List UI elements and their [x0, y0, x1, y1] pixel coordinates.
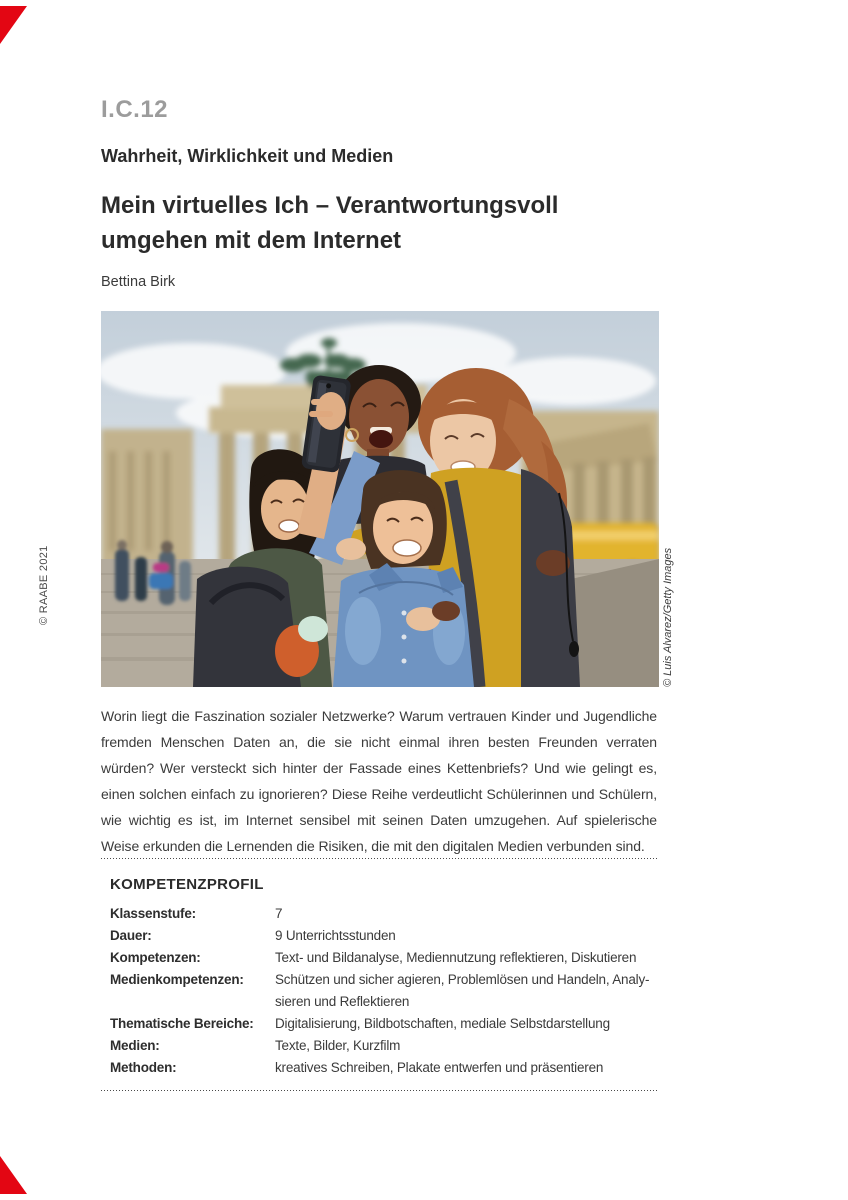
author-name: Bettina Birk — [101, 274, 176, 290]
raabe-copyright-label: © RAABE 2021 — [38, 545, 50, 625]
profile-value: 7 — [275, 906, 283, 921]
corner-marker-bottom-icon — [0, 1156, 27, 1194]
profile-value: Digitalisierung, Bildbotschaften, mediale Selbstdarstellung — [275, 1016, 610, 1031]
selfie-photo — [101, 311, 659, 687]
profile-row-thematische-bereiche — [110, 1013, 657, 1035]
profile-label: Medien: — [110, 1038, 160, 1053]
profile-row-klassenstufe — [110, 903, 657, 925]
competence-profile-table — [110, 903, 657, 1079]
profile-row-methoden — [110, 1057, 657, 1079]
page-title-line1: Mein virtuelles Ich – Verantwortungsvoll — [101, 192, 559, 219]
profile-label: Methoden: — [110, 1060, 177, 1075]
series-title: Wahrheit, Wirklichkeit und Medien — [101, 146, 394, 166]
page-title — [101, 188, 558, 258]
photo-credit: © Luis Alvarez/Getty Images — [662, 547, 674, 687]
profile-value: Texte, Bilder, Kurzfilm — [275, 1038, 401, 1053]
unit-code: I.C.12 — [101, 96, 169, 123]
profile-label: Klassenstufe: — [110, 906, 196, 921]
competence-profile-heading: KOMPETENZPROFIL — [110, 876, 264, 893]
profile-row-medienkompetenzen — [110, 969, 657, 1013]
profile-value: Text- und Bildanalyse, Mediennutzung reflektieren, Diskutieren — [275, 950, 637, 965]
profile-value: kreatives Schreiben, Plakate entwerfen und präsentieren — [275, 1060, 604, 1075]
profile-row-medien — [110, 1035, 657, 1057]
profile-label: Dauer: — [110, 928, 152, 943]
profile-label: Thematische Bereiche: — [110, 1016, 254, 1031]
corner-marker-top-icon — [0, 6, 27, 44]
profile-value: 9 Unterrichtsstunden — [275, 928, 396, 943]
dotted-divider-bottom — [101, 1090, 657, 1092]
profile-row-kompetenzen — [110, 947, 657, 969]
profile-value: Schützen und sicher agieren, Problemlösen und Handeln, Analysieren und Reflektieren — [275, 972, 650, 1009]
intro-paragraph: Worin liegt die Faszination sozialer Netzwerke? Warum vertrauen Kinder und Jugendliche fremden Menschen Daten an, die sie nicht einmal ihren besten Freunden verraten würden? Wer versteckt sich hinter der Fassade eines Kettenbriefs? Und wie gelingt es, einen solchen einfach zu ignorieren? Diese Reihe verdeutlicht Schülerinnen und Schülern, wie wichtig es ist, im Internet sensibel mit seinen Daten umzugehen. Auf spielerische Weise erkunden die Lernenden die Risiken, die mit den digitalen Medien verbunden sind. — [101, 708, 657, 854]
profile-row-dauer — [110, 925, 657, 947]
dotted-divider-top — [101, 858, 657, 860]
profile-label: Kompetenzen: — [110, 950, 201, 965]
profile-label: Medienkompetenzen: — [110, 972, 244, 987]
page-title-line2: umgehen mit dem Internet — [101, 227, 402, 254]
